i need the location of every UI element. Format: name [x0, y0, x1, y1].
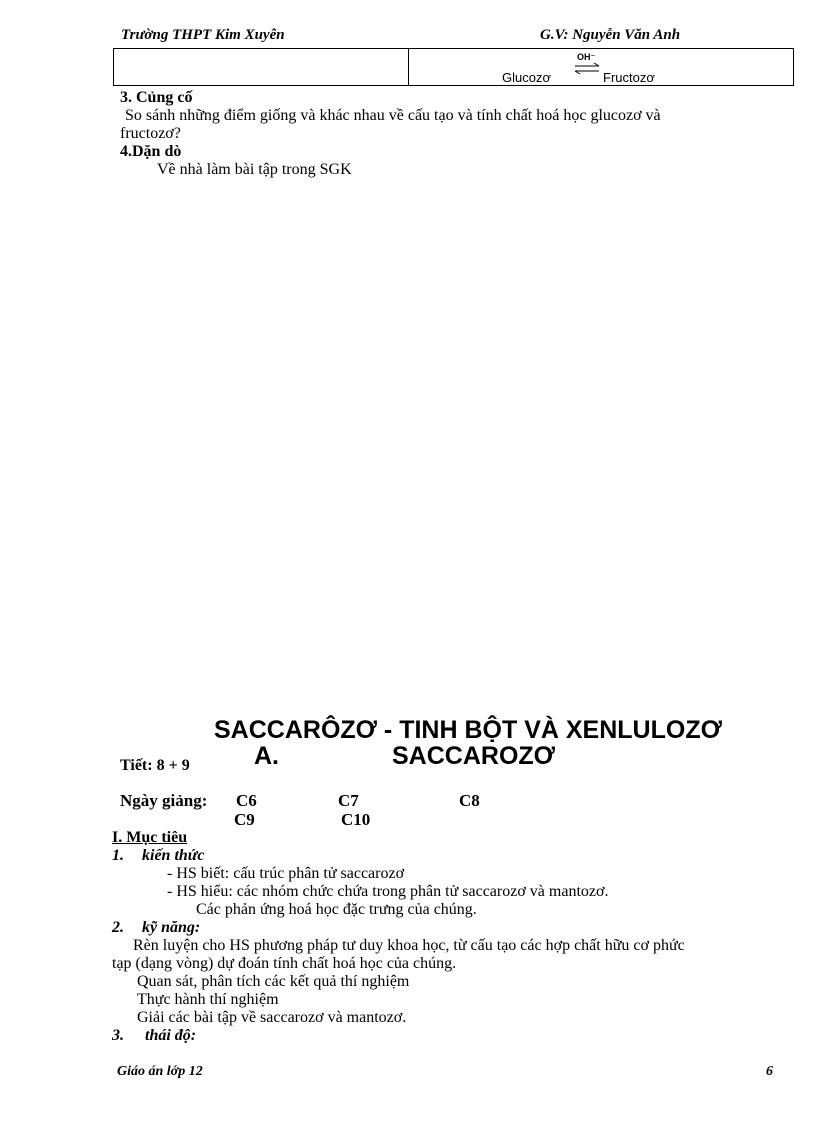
equation-catalyst: OH⁻ — [577, 52, 596, 62]
lesson-part-label: A. — [254, 742, 279, 770]
section-3-heading: 3. Củng cố — [120, 89, 193, 106]
equation-fructozo: Fructozơ — [603, 70, 655, 85]
section-4-heading: 4.Dặn dò — [120, 143, 182, 160]
skills-line-3: Quan sát, phân tích các kết quả thí nghiệm — [137, 973, 410, 990]
class-c9: C9 — [234, 810, 255, 829]
class-c6: C6 — [236, 791, 257, 810]
section-4-line-1: Về nhà làm bài tập trong SGK — [157, 161, 352, 178]
skills-title: kỹ năng: — [142, 919, 201, 936]
date-label: Ngày giảng: — [120, 791, 208, 810]
knowledge-line-3: Các phản ứng hoá học đặc trưng của chúng. — [196, 901, 477, 918]
table-divider — [408, 48, 409, 86]
period-label: Tiết: 8 + 9 — [120, 757, 190, 774]
class-c7: C7 — [338, 791, 359, 810]
header-teacher: G.V: Nguyễn Văn Anh — [540, 27, 681, 43]
class-c10: C10 — [341, 810, 371, 829]
section-3-line-1: So sánh những điểm giống và khác nhau về cấu tạo và tính chất hoá học glucozơ và — [125, 107, 661, 124]
knowledge-title: kiến thức — [142, 847, 205, 864]
skills-line-2: tạp (dạng vòng) dự đoán tính chất hoá học của chúng. — [112, 955, 457, 972]
equilibrium-arrow-icon — [573, 63, 601, 75]
attitude-title: thái độ: — [145, 1027, 197, 1044]
skills-line-1: Rèn luyện cho HS phương pháp tư duy khoa học, từ cấu tạo các hợp chất hữu cơ phức — [133, 937, 685, 954]
footer-left: Giáo án lớp 12 — [117, 1064, 203, 1079]
lesson-subtitle: SACCAROZƠ — [392, 742, 555, 770]
knowledge-num: 1. — [112, 847, 124, 864]
knowledge-line-2: - HS hiểu: các nhóm chức chứa trong phân tử saccarozơ và mantozơ. — [167, 883, 609, 900]
skills-line-4: Thực hành thí nghiệm — [137, 991, 279, 1008]
knowledge-line-1: - HS biết: cấu trúc phân tử saccarozơ — [167, 865, 405, 882]
class-c8: C8 — [459, 791, 480, 810]
attitude-num: 3. — [112, 1027, 124, 1044]
footer-page-number: 6 — [766, 1064, 773, 1079]
objectives-heading: I. Mục tiêu — [112, 829, 188, 846]
equation-glucozo: Glucozơ — [502, 70, 551, 85]
content-table — [113, 48, 794, 86]
lesson-title: SACCARÔZƠ - TINH BỘT VÀ XENLULOZƠ — [214, 716, 722, 744]
header-school: Trường THPT Kim Xuyên — [121, 27, 285, 43]
skills-num: 2. — [112, 919, 124, 936]
section-3-line-2: fructozơ? — [120, 125, 181, 142]
skills-line-5: Giải các bài tập về saccarozơ và mantozơ. — [137, 1009, 407, 1026]
